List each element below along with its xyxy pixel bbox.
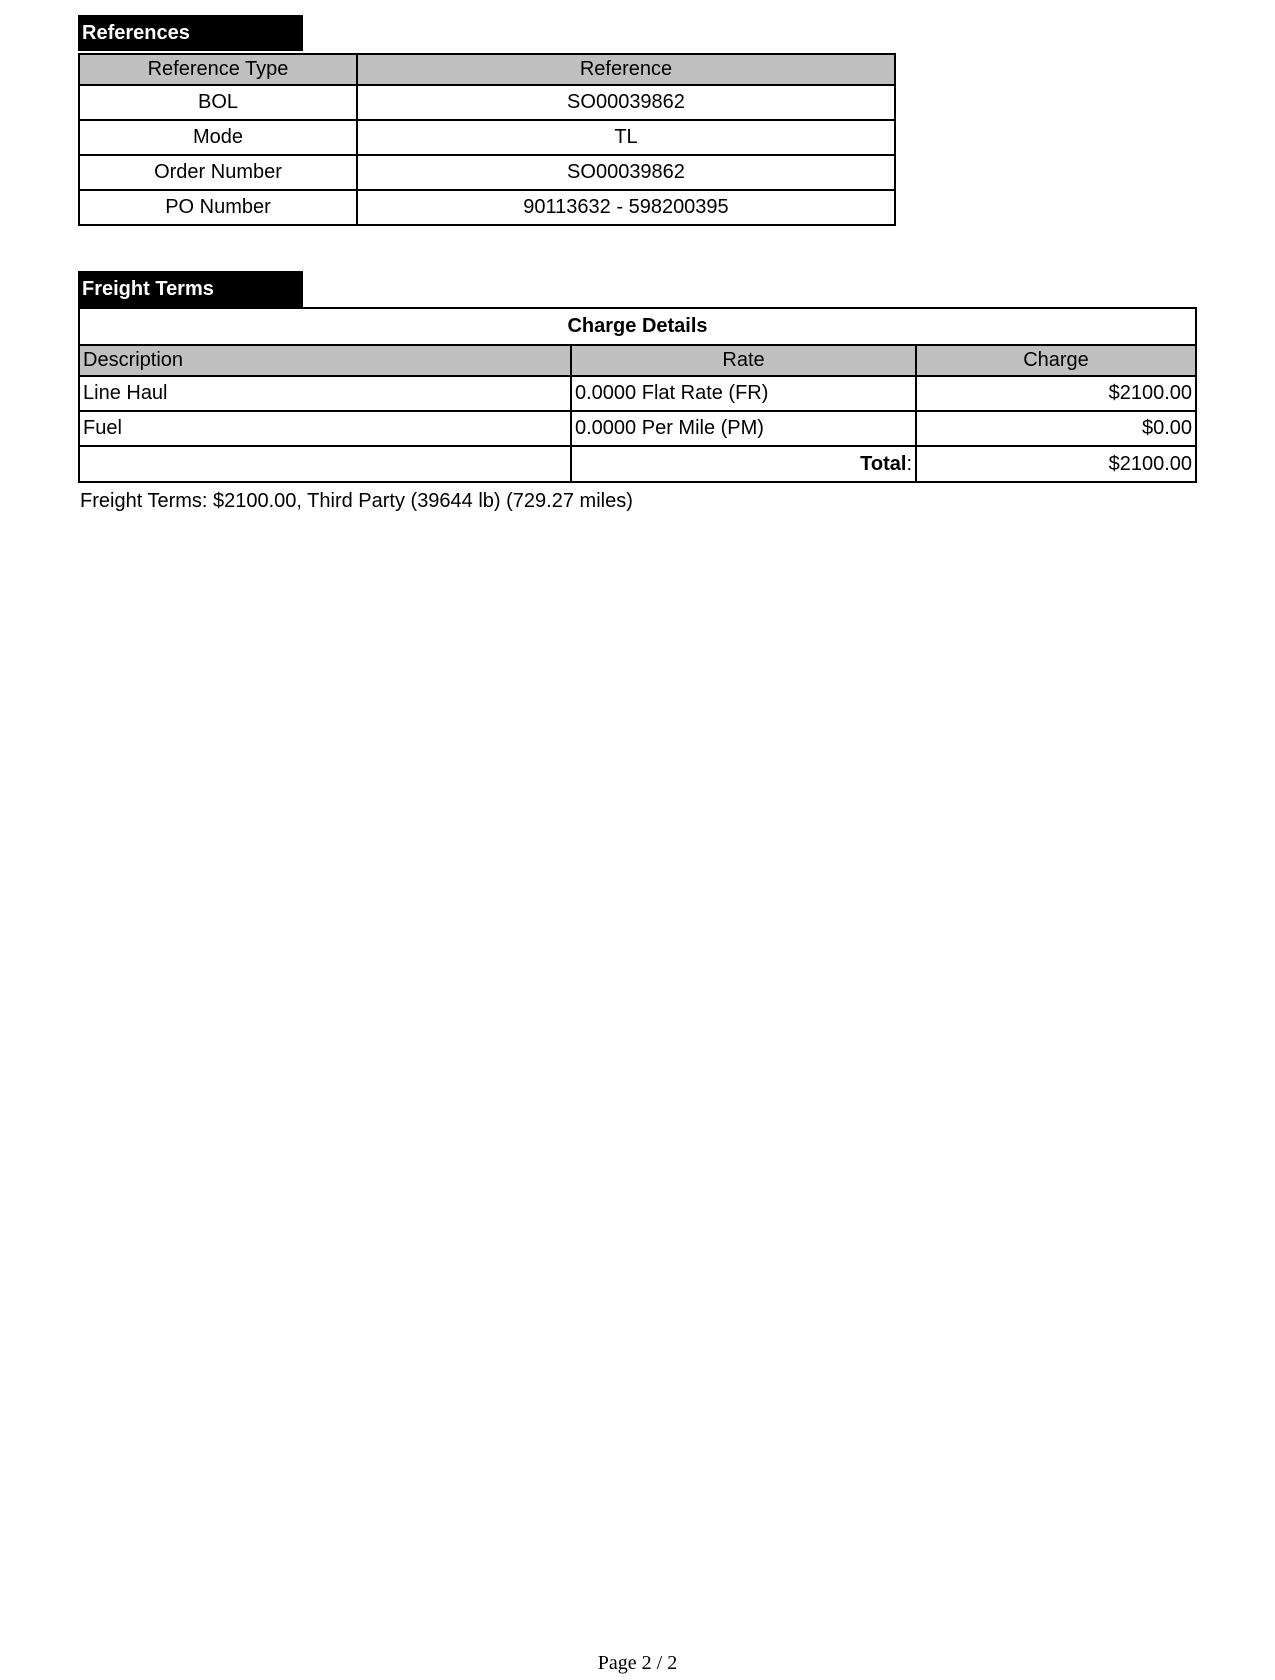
total-label: Total [860,452,907,475]
reference-type-cell: BOL [79,85,357,120]
table-row [79,411,1196,446]
references-table [78,53,896,226]
total-row [79,446,1196,482]
reference-type-cell: Order Number [79,155,357,190]
charge-header-row [79,345,1196,376]
charge-details-title: Charge Details [79,308,1196,345]
reference-value-cell: TL [357,120,895,155]
charge-amount-cell: $0.00 [916,411,1196,446]
total-value-cell: $2100.00 [916,446,1196,482]
reference-type-cell: Mode [79,120,357,155]
total-empty-cell [79,446,571,482]
charge-details-table [78,307,1197,483]
page-number: Page 2 / 2 [597,1652,678,1674]
charge-amount-cell: $2100.00 [916,376,1196,411]
table-row [79,120,895,155]
references-header-row [79,54,895,85]
table-row [79,376,1196,411]
column-header-reference-type: Reference Type [79,54,357,85]
column-header-reference: Reference [357,54,895,85]
table-row [79,190,895,225]
charge-description-cell: Line Haul [79,376,571,411]
column-header-description: Description [79,345,571,376]
column-header-rate: Rate [571,345,916,376]
charge-rate-cell: 0.0000 Flat Rate (FR) [571,376,916,411]
table-row [79,85,895,120]
references-header: References [78,15,303,51]
reference-type-cell: PO Number [79,190,357,225]
freight-terms-header: Freight Terms [78,271,303,307]
total-colon: : [906,452,912,475]
reference-value-cell: SO00039862 [357,85,895,120]
charge-rate-cell: 0.0000 Per Mile (PM) [571,411,916,446]
reference-value-cell: 90113632 - 598200395 [357,190,895,225]
charge-description-cell: Fuel [79,411,571,446]
charge-details-title-row [79,308,1196,345]
total-label-cell [571,446,916,482]
freight-terms-summary: Freight Terms: $2100.00, Third Party (39644 lb) (729.27 miles) [80,490,633,512]
column-header-charge: Charge [916,345,1196,376]
reference-value-cell: SO00039862 [357,155,895,190]
table-row [79,155,895,190]
